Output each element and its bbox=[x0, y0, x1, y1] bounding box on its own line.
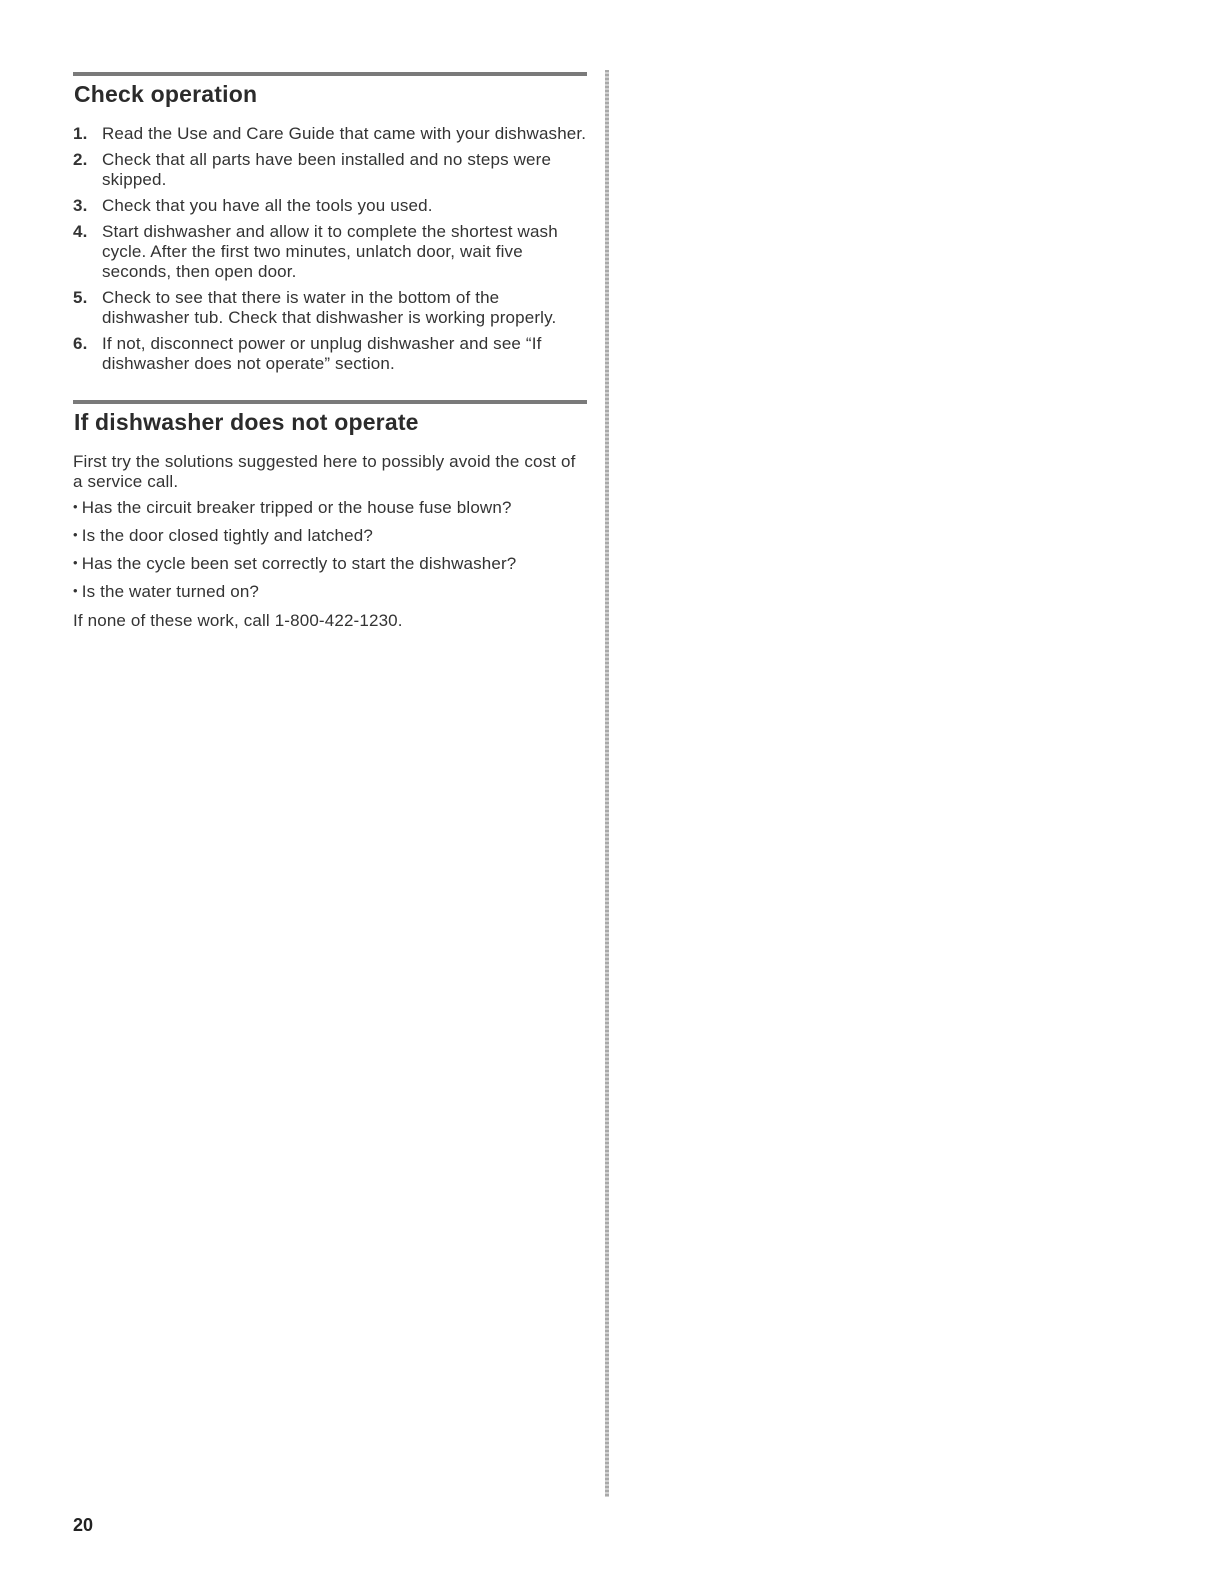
step-item bbox=[73, 196, 587, 216]
step-text: Read the Use and Care Guide that came with your dishwasher. bbox=[102, 124, 587, 143]
troubleshoot-list bbox=[73, 498, 587, 603]
list-item-text: Is the door closed tightly and latched? bbox=[81, 526, 373, 545]
step-item bbox=[73, 124, 587, 144]
check-operation-steps bbox=[73, 124, 587, 374]
column-divider bbox=[605, 70, 609, 1497]
step-number: 1. bbox=[73, 124, 88, 143]
step-text: If not, disconnect power or unplug dishwasher and see “If dishwasher does not operate” section. bbox=[102, 334, 542, 373]
list-item bbox=[73, 526, 587, 547]
check-operation-section bbox=[73, 72, 587, 374]
left-column bbox=[73, 72, 587, 631]
step-number: 3. bbox=[73, 196, 88, 215]
step-item bbox=[73, 150, 587, 190]
step-text: Start dishwasher and allow it to complete the shortest wash cycle. After the first two minutes, unlatch door, wait five seconds, then open door. bbox=[102, 222, 558, 281]
step-number: 5. bbox=[73, 288, 88, 307]
bullet-icon: • bbox=[73, 555, 78, 570]
step-number: 2. bbox=[73, 150, 88, 169]
section-rule bbox=[73, 400, 587, 404]
section-rule bbox=[73, 72, 587, 76]
not-operate-heading: If dishwasher does not operate bbox=[74, 409, 419, 435]
step-item bbox=[73, 222, 587, 282]
list-item-text: Has the circuit breaker tripped or the house fuse blown? bbox=[81, 498, 512, 517]
step-number: 6. bbox=[73, 334, 88, 353]
step-text: Check to see that there is water in the bottom of the dishwasher tub. Check that dishwasher is working properly. bbox=[102, 288, 557, 327]
list-item bbox=[73, 554, 587, 575]
bullet-icon: • bbox=[73, 527, 78, 542]
not-operate-section bbox=[73, 400, 587, 631]
bullet-icon: • bbox=[73, 583, 78, 598]
bullet-icon: • bbox=[73, 499, 78, 514]
service-call-note: If none of these work, call 1-800-422-1230. bbox=[73, 611, 403, 630]
page-number: 20 bbox=[73, 1515, 94, 1535]
step-number: 4. bbox=[73, 222, 88, 241]
list-item-text: Has the cycle been set correctly to start the dishwasher? bbox=[81, 554, 517, 573]
not-operate-intro: First try the solutions suggested here to possibly avoid the cost of a service call. bbox=[73, 452, 576, 491]
step-item bbox=[73, 334, 587, 374]
step-item bbox=[73, 288, 587, 328]
check-operation-heading: Check operation bbox=[74, 81, 258, 107]
step-text: Check that all parts have been installed and no steps were skipped. bbox=[102, 150, 552, 189]
list-item bbox=[73, 582, 587, 603]
step-text: Check that you have all the tools you used. bbox=[102, 196, 433, 215]
list-item bbox=[73, 498, 587, 519]
list-item-text: Is the water turned on? bbox=[81, 582, 260, 601]
